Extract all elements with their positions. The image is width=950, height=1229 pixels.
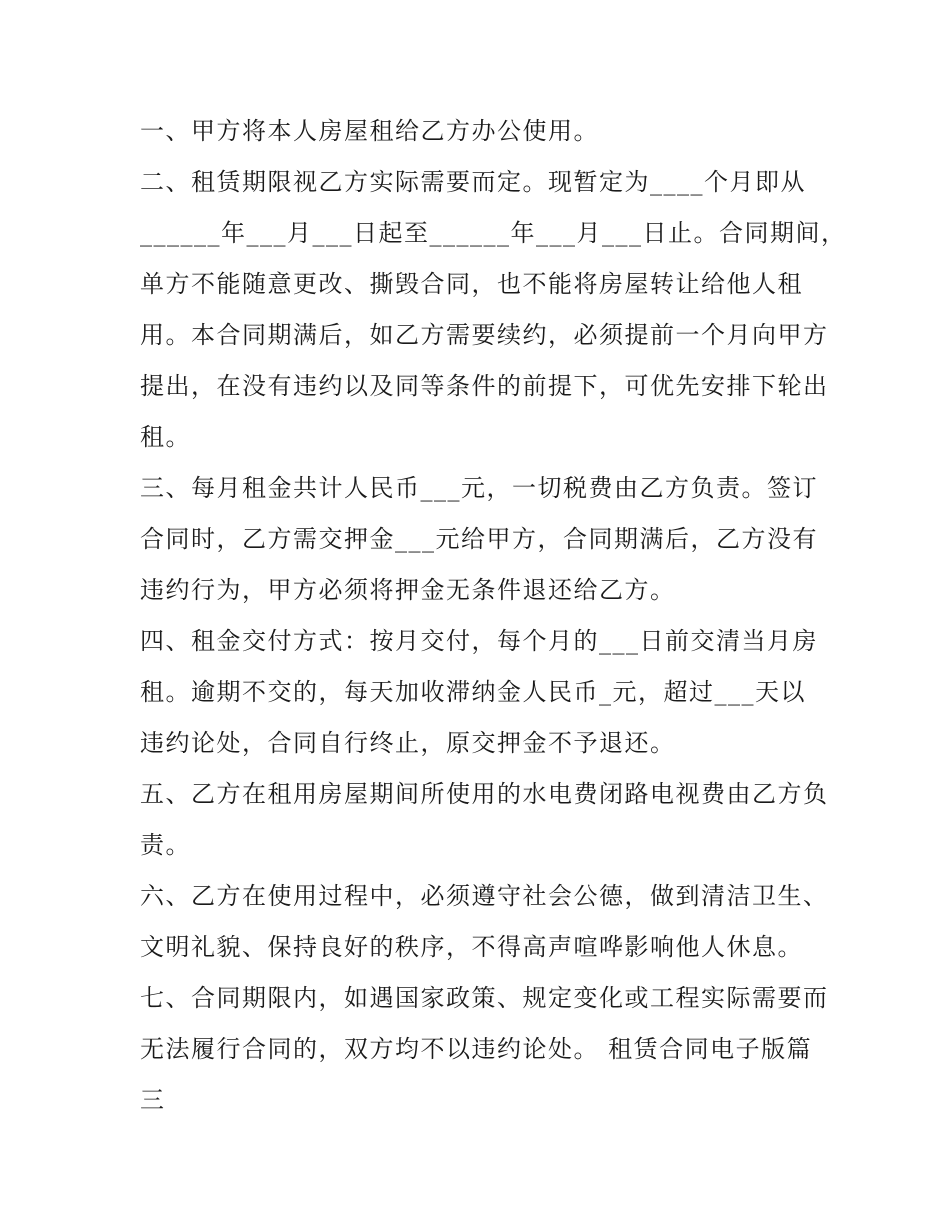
clause-4-line-3: 违约论处，合同自行终止，原交押金不予退还。 — [140, 729, 676, 757]
clause-2-line-5: 提出，在没有违约以及同等条件的前提下，可优先安排下轮出 — [140, 372, 829, 400]
clause-7-line-3: 三 — [140, 1086, 166, 1114]
clause-4-line-1: 四、租金交付方式：按月交付，每个月的___日前交清当月房 — [140, 627, 818, 655]
clause-3-line-1: 三、每月租金共计人民币___元，一切税费由乙方负责。签订 — [140, 474, 818, 502]
clause-2-line-1: 二、租赁期限视乙方实际需要而定。现暂定为____个月即从 — [140, 168, 806, 196]
clause-7-line-1: 七、合同期限内，如遇国家政策、规定变化或工程实际需要而 — [140, 984, 829, 1012]
clause-2-line-3: 单方不能随意更改、撕毁合同，也不能将房屋转让给他人租 — [140, 270, 803, 298]
clause-4-line-2: 租。逾期不交的，每天加收滞纳金人民币_元，超过___天以 — [140, 678, 806, 706]
clause-5-line-2: 责。 — [140, 831, 191, 859]
document-body — [140, 106, 847, 1126]
clause-2-line-4: 用。本合同期满后，如乙方需要续约，必须提前一个月向甲方 — [140, 321, 829, 349]
clause-7-line-2: 无法履行合同的，双方均不以违约论处。 租赁合同电子版篇 — [140, 1035, 813, 1063]
clause-3-line-3: 违约行为，甲方必须将押金无条件退还给乙方。 — [140, 576, 676, 604]
clause-1-line-1: 一、甲方将本人房屋租给乙方办公使用。 — [140, 117, 599, 145]
clause-3-line-2: 合同时，乙方需交押金___元给甲方，合同期满后，乙方没有 — [140, 525, 818, 553]
clause-2-line-2: ______年___月___日起至______年___月___日止。合同期间， — [140, 219, 847, 247]
clause-6-line-1: 六、乙方在使用过程中，必须遵守社会公德，做到清洁卫生、 — [140, 882, 829, 910]
clause-5-line-1: 五、乙方在租用房屋期间所使用的水电费闭路电视费由乙方负 — [140, 780, 829, 808]
clause-2-line-6: 租。 — [140, 423, 191, 451]
clause-6-line-2: 文明礼貌、保持良好的秩序，不得高声喧哗影响他人休息。 — [140, 933, 803, 961]
